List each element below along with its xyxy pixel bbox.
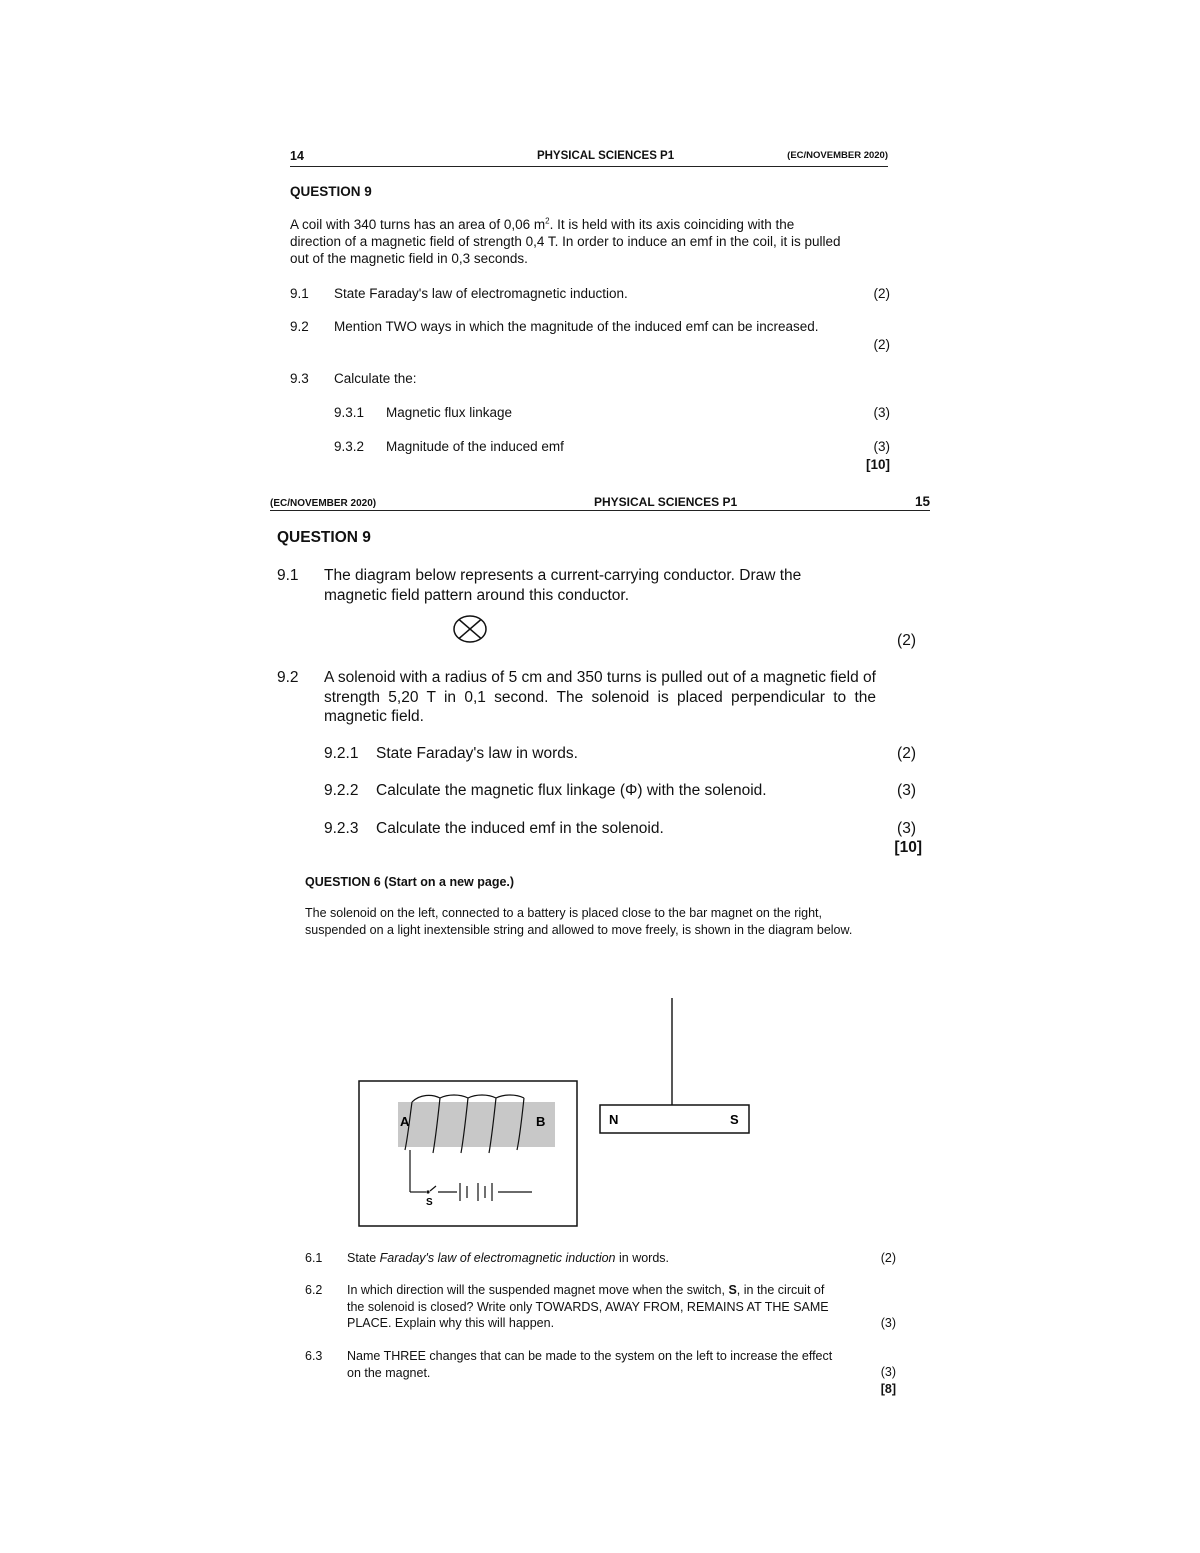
sub-item-number: 9.2.2 (324, 782, 359, 799)
question-total: [10] (865, 457, 890, 472)
question-total: [8] (880, 1382, 896, 1396)
header-exam: (EC/NOVEMBER 2020) (787, 150, 888, 161)
solenoid-core (398, 1102, 555, 1147)
label-switch: S (426, 1197, 433, 1208)
marks: (2) (873, 286, 890, 301)
question-total: [10] (894, 839, 922, 856)
sub-item-text: Magnitude of the induced emf (386, 439, 564, 454)
question-item-text: Name THREE changes that can be made to the system on the left to increase the effect on the magnet. (347, 1349, 833, 1380)
question-item-text: Mention TWO ways in which the magnitude of the induced emf can be increased. (334, 319, 819, 334)
question-item-text: A solenoid with a radius of 5 cm and 350 turns is pulled out of a magnetic field of strength 5,20 T in 0,1 second. The solenoid is placed perpendicular to the magnetic field. (324, 669, 876, 725)
question-item-number: 6.3 (305, 1349, 323, 1363)
marks: (3) (880, 1365, 896, 1379)
marks: (3) (873, 439, 890, 454)
question-heading: QUESTION 6 (Start on a new page.) (305, 875, 515, 889)
sub-item-text: State Faraday's law in words. (376, 745, 578, 762)
page-number: 15 (914, 494, 930, 509)
marks: (2) (897, 632, 916, 649)
question-heading: QUESTION 9 (277, 529, 371, 546)
question-item-text: State Faraday's law of electromagnetic induction. (334, 286, 628, 301)
bar-magnet (600, 1105, 749, 1133)
question-intro: A coil with 340 turns has an area of 0,06 $m^2$. It is held with its axis coinciding with the direction of a magnetic field of strength 0,4 T. In order to induce an emf in the coil, it is pulled out of the magnetic field in 0,3 seconds. (290, 216, 841, 266)
page-number: 14 (290, 149, 304, 163)
solenoid-magnet-diagram (350, 990, 770, 1235)
marks: (3) (880, 1316, 896, 1330)
question-item-number: 9.2 (290, 319, 309, 334)
marks: (2) (873, 337, 890, 352)
question-item: 9.1 (290, 286, 309, 301)
sub-item-text: Calculate the induced emf in the solenoid. (376, 820, 664, 837)
header-exam: (EC/NOVEMBER 2020) (270, 498, 377, 509)
question-item-text: The diagram below represents a current-carrying conductor. Draw the magnetic field pattern around this conductor. (324, 567, 802, 604)
magnet-north: N (609, 1112, 619, 1127)
label-b: B (536, 1114, 546, 1129)
question-item-text: In which direction will the suspended magnet move when the switch, S, in the circuit of the solenoid is closed? Write only TOWARDS, AWAY FROM, REMAINS AT THE SAME PLACE. Explain why this will happen. (347, 1283, 829, 1330)
page-header-14 (290, 148, 888, 167)
marks: (3) (897, 820, 916, 837)
sub-item-number: 9.2.3 (324, 820, 359, 837)
marks: (2) (897, 745, 916, 762)
marks: (3) (873, 405, 890, 420)
sub-item-number: 9.3.1 (334, 405, 365, 420)
page-header-15 (270, 494, 930, 511)
question-item-text: Calculate the: (334, 371, 417, 386)
header-title: PHYSICAL SCIENCES P1 (536, 150, 675, 162)
sub-item-number: 9.2.1 (324, 745, 359, 762)
question-item-number: 9.2 (277, 669, 299, 686)
marks: (2) (880, 1251, 896, 1265)
header-title: PHYSICAL SCIENCES P1 (593, 495, 738, 509)
question-heading: QUESTION 9 (290, 184, 372, 199)
question-item-number: 6.1 (305, 1251, 323, 1265)
question-intro: The solenoid on the left, connected to a battery is placed close to the bar magnet on the right, suspended on a light inextensible string and allowed to move freely, is shown in the diagram below. (305, 906, 853, 937)
question-item-text: State Faraday's law of electromagnetic induction in words. (347, 1251, 670, 1265)
sub-item-text: Magnetic flux linkage (386, 405, 513, 420)
question-item-number: 9.1 (277, 567, 299, 584)
question-item-number: 6.2 (305, 1283, 323, 1297)
conductor-into-page-icon (451, 613, 489, 645)
sub-item-text: Calculate the magnetic flux linkage (Φ) with the solenoid. (376, 782, 767, 799)
switch-contact (426, 1190, 429, 1193)
sub-item-number: 9.3.2 (334, 439, 365, 454)
marks: (3) (897, 782, 916, 799)
magnet-south: S (730, 1112, 739, 1127)
question-item-number: 9.3 (290, 371, 309, 386)
label-a: A (400, 1114, 410, 1129)
